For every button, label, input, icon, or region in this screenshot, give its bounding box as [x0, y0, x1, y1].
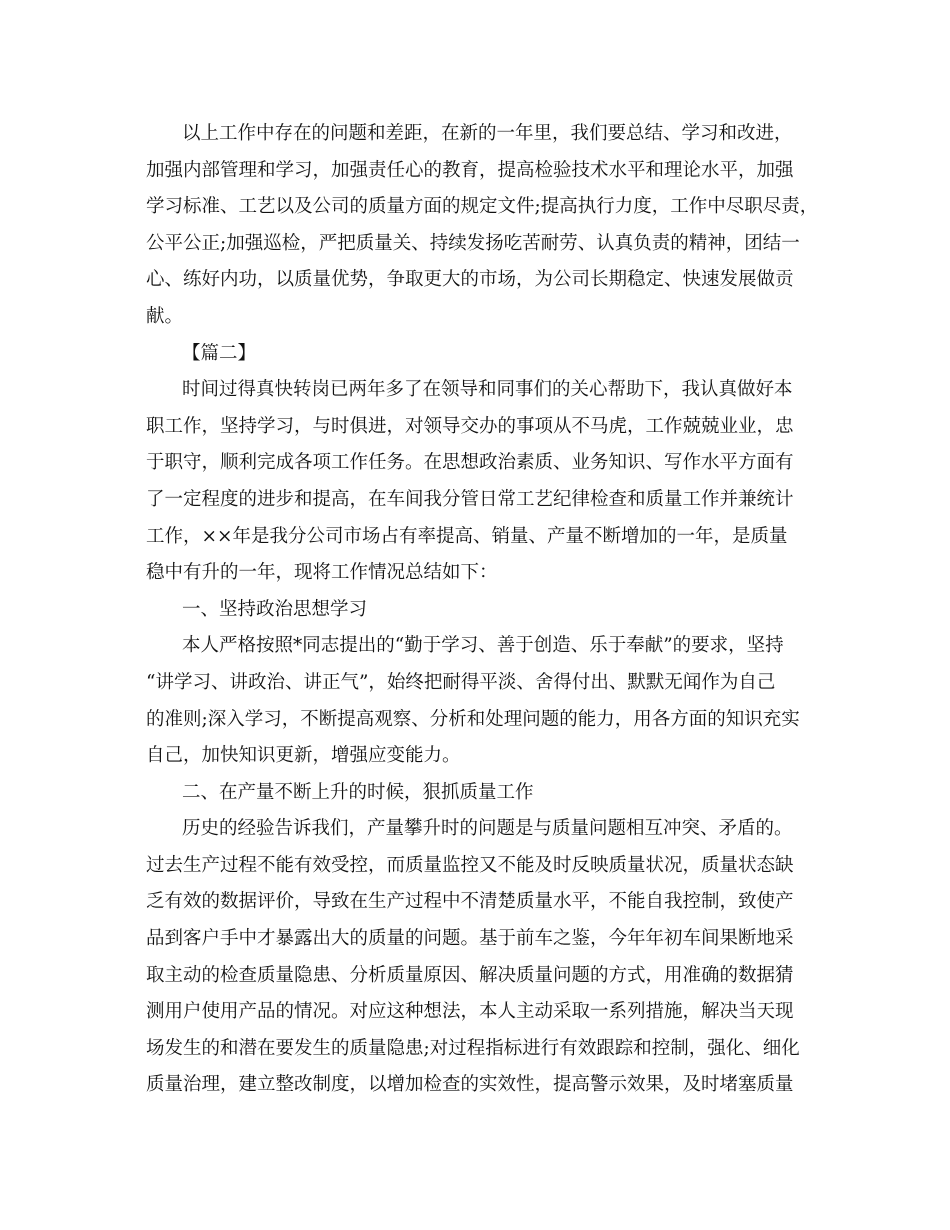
- paragraph-line: 历史的经验告诉我们，产量攀升时的问题是与质量问题相互冲突、矛盾的。: [182, 818, 793, 840]
- paragraph-line: 取主动的检查质量隐患、分析质量原因、解决质量问题的方式，用准确的数据猜: [146, 964, 794, 986]
- section-heading: 【篇二】: [182, 342, 257, 364]
- paragraph-line: 品到客户手中才暴露出大的质量的问题。基于前车之鉴，今年年初车间果断地采: [146, 928, 794, 950]
- subsection-heading: 一、坚持政治思想学习: [182, 598, 368, 620]
- paragraph-line: 稳中有升的一年，现将工作情况总结如下：: [146, 562, 498, 584]
- paragraph-line: “讲学习、讲政治、讲正气”，始终把耐得平淡、舍得付出、默默无闻作为自己: [146, 671, 776, 693]
- paragraph-line: 场发生的和潜在要发生的质量隐患;对过程指标进行有效跟踪和控制，强化、细化: [146, 1037, 800, 1059]
- paragraph-line: 工作，××年是我分公司市场占有率提高、销量、产量不断增加的一年，是质量: [146, 525, 788, 547]
- paragraph-line: 本人严格按照*同志提出的“勤于学习、善于创造、乐于奉献”的要求，坚持: [182, 635, 784, 657]
- subsection-heading: 二、在产量不断上升的时候，狠抓质量工作: [182, 781, 534, 803]
- paragraph-line: 乏有效的数据评价，导致在生产过程中不清楚质量水平，不能自我控制，致使产: [146, 891, 794, 913]
- paragraph-line: 时间过得真快转岗已两年多了在领导和同事们的关心帮助下，我认真做好本: [182, 379, 793, 401]
- paragraph-line: 加强内部管理和学习，加强责任心的教育，提高检验技术水平和理论水平，加强: [146, 159, 794, 181]
- paragraph-line: 质量治理，建立整改制度，以增加检查的实效性，提高警示效果，及时堵塞质量: [146, 1074, 794, 1096]
- paragraph-line: 测用户使用产品的情况。对应这种想法，本人主动采取一系列措施，解决当天现: [146, 1001, 794, 1023]
- paragraph-line: 自己，加快知识更新，增强应变能力。: [146, 745, 461, 767]
- paragraph-line: 以上工作中存在的问题和差距，在新的一年里，我们要总结、学习和改进，: [182, 123, 793, 144]
- paragraph-line: 职工作，坚持学习，与时俱进，对领导交办的事项从不马虎，工作兢兢业业，忠: [146, 415, 794, 437]
- paragraph-line: 了一定程度的进步和提高，在车间我分管日常工艺纪律检查和质量工作并兼统计: [146, 488, 794, 510]
- paragraph-line: 于职守，顺利完成各项工作任务。在思想政治素质、业务知识、写作水平方面有: [146, 452, 794, 474]
- paragraph-line: 公平公正;加强巡检，严把质量关、持续发扬吃苦耐劳、认真负责的精神，团结一: [146, 232, 800, 254]
- paragraph-line: 过去生产过程不能有效受控，而质量监控又不能及时反映质量状况，质量状态缺: [146, 854, 794, 876]
- paragraph-line: 心、练好内功，以质量优势，争取更大的市场，为公司长期稳定、快速发展做贡: [146, 269, 794, 291]
- paragraph-line: 的准则;深入学习，不断提高观察、分析和处理问题的能力，用各方面的知识充实: [146, 708, 800, 730]
- paragraph-line: 献。: [146, 305, 184, 327]
- paragraph-line: 学习标准、工艺以及公司的质量方面的规定文件;提高执行力度，工作中尽职尽责，: [146, 196, 819, 218]
- document-body: [146, 116, 826, 1104]
